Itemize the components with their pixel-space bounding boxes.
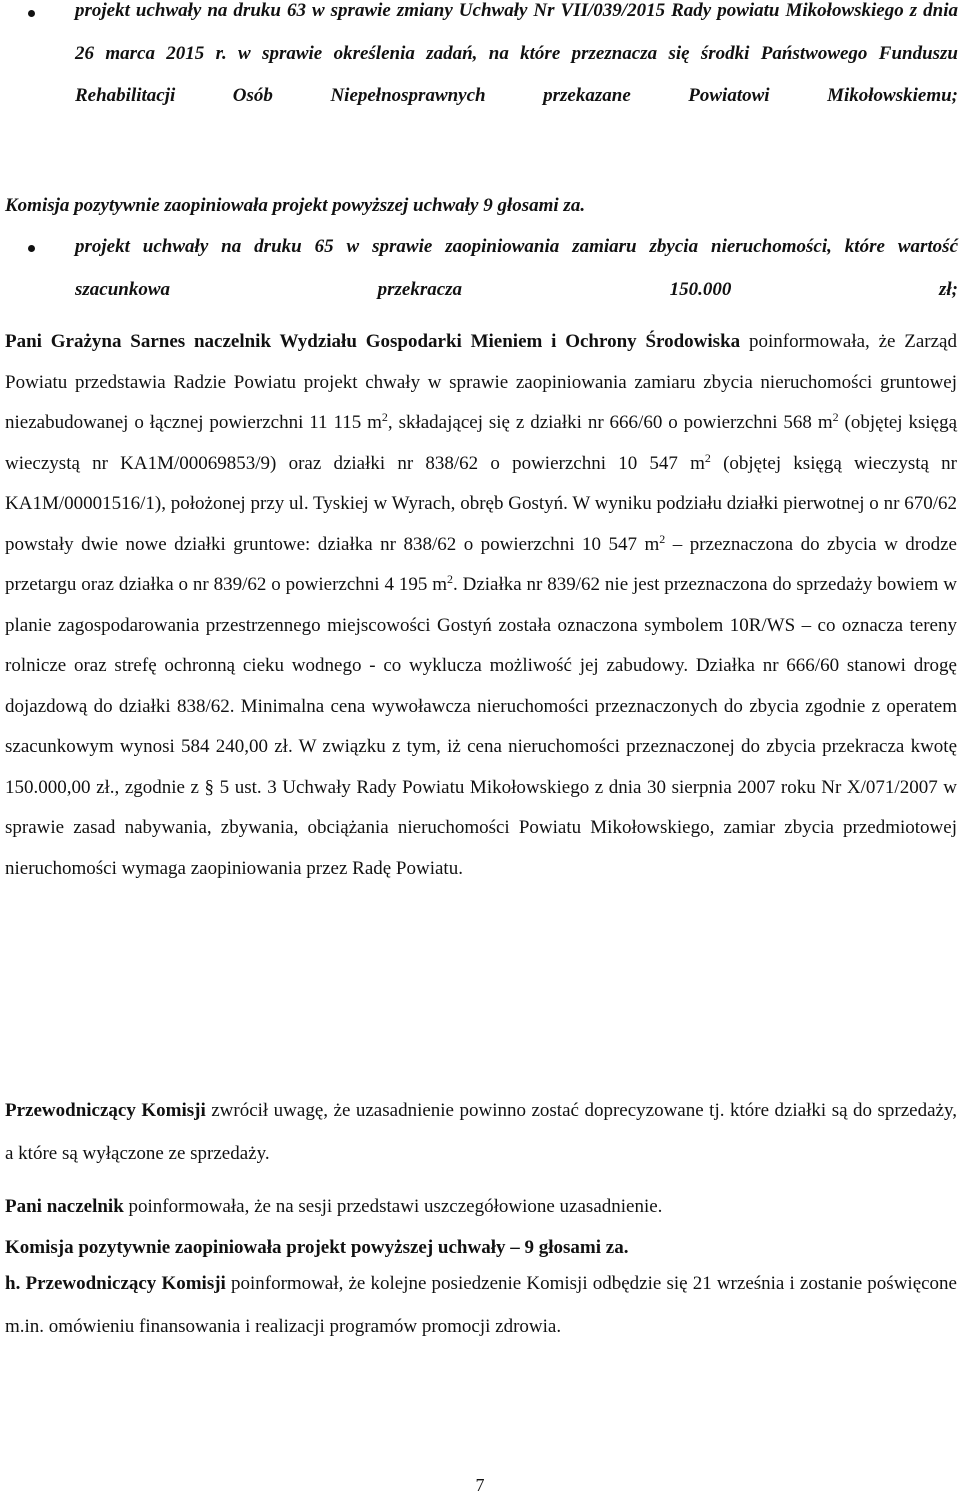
head-response	[5, 1193, 957, 1221]
page-number: 7	[475, 1475, 485, 1495]
paragraph-text: , składającej się z działki nr 666/60 o powierzchni 568 m	[387, 412, 833, 433]
bullet-dot	[28, 10, 35, 17]
speaker-name: Pani naczelnik	[5, 1196, 124, 1217]
committee-opinion-2: Komisja pozytywnie zaopiniowała projekt powyższej uchwały – 9 głosami za.	[5, 1237, 629, 1258]
paragraph-text: . Działka nr 839/62 nie jest przeznaczona do sprzedaży bowiem w planie zagospodarowania przestrzennego miejscowości Gostyń została oznaczona symbolem 10R/WS – co oznacza tereny rolnicze oraz strefę ochronną cieku wodnego - co wyklucza możliwość jej zabudowy. Działka nr 666/60 stanowi drogę dojazdową do działki 838/62. Minimalna cena wywoławcza nieruchomości przeznaczonych do zbycia zgodnie z operatem szacunkowym wynosi 584 240,00 zł. W związku z tym, iż cena nieruchomości przeznaczonej do zbycia przekracza kwotę 150.000,00 zł., zgodnie z § 5 ust. 3 Uchwały Rady Powiatu Mikołowskiego z dnia 30 sierpnia 2007 roku Nr X/071/2007 w sprawie zasad nabywania, zbywania, obciążania nieruchomości Powiatu Mikołowskiego, zamiar zbycia przedmiotowej nieruchomości wymaga zaopiniowania przez Radę Powiatu.	[5, 574, 958, 879]
paragraph-text: zwrócił uwagę, że uzasadnienie powinno zostać doprecyzowane tj. które działki są do sprzedaży, a które są wyłączone ze sprzedaży.	[5, 1100, 957, 1164]
paragraph-text: poinformował, że kolejne posiedzenie Komisji odbędzie się 21 września i zostanie poświęcone m.in. omówieniu finansowania i realizacji programów promocji zdrowia.	[5, 1273, 957, 1337]
speaker-name: Przewodniczący Komisji	[5, 1100, 206, 1121]
paragraph-text: (objętej księgą wieczystą nr KA1M/00001516/1), położonej przy ul. Tyskiej w Wyrach, obręb Gostyń. W wyniku podziału działki pierwotnej o nr 670/62 powstały dwie nowe działki gruntowe: działka nr 838/62 o powierzchni 10 547 m	[5, 452, 957, 555]
superscript: 2	[704, 450, 711, 465]
agenda-item-1: projekt uchwały na druku 63 w sprawie zmiany Uchwały Nr VII/039/2015 Rady powiatu Mikołowskiego z dnia 26 marca 2015 r. w sprawie określenia zadań, na które przeznacza się środki Państwowego Funduszu Rehabilitacji Osób Niepełnosprawnych przekazane Powiatowi Mikołowskiemu;	[75, 0, 958, 107]
report-paragraph	[5, 322, 957, 889]
paragraph-text: (objętej księgą wieczystą nr KA1M/00069853/9) oraz działki nr 838/62 o powierzchni 10 547 m	[5, 412, 957, 474]
superscript: 2	[832, 410, 839, 424]
chairman-remark	[5, 1090, 957, 1176]
agenda-point-h	[5, 1263, 957, 1349]
paragraph-text: poinformowała, że Zarząd Powiatu przedstawia Radzie Powiatu projekt chwały w sprawie zaopiniowania zamiaru zbycia nieruchomości gruntowej niezabudowanej o łącznej powierzchni 11 115 m	[5, 331, 957, 433]
superscript: 2	[659, 531, 666, 546]
committee-opinion-1: Komisja pozytywnie zaopiniowała projekt powyższej uchwały 9 głosami za.	[5, 195, 586, 216]
bullet-dot	[28, 245, 35, 252]
speaker-name: Przewodniczący Komisji	[25, 1273, 226, 1294]
paragraph-text: poinformowała, że na sesji przedstawi uszczegółowione uzasadnienie.	[123, 1196, 663, 1217]
agenda-item-2: projekt uchwały na druku 65 w sprawie zaopiniowania zamiaru zbycia nieruchomości, które wartość szacunkowa przekracza 150.000 zł;	[75, 236, 958, 300]
superscript: 2	[381, 410, 388, 424]
superscript: 2	[446, 572, 453, 586]
point-label: h.	[5, 1273, 21, 1294]
speaker-name: Pani Grażyna Sarnes naczelnik Wydziału Gospodarki Mieniem i Ochrony Środowiska	[5, 331, 741, 352]
paragraph-text: – przeznaczona do zbycia w drodze przetargu oraz działka o nr 839/62 o powierzchni 4 195 m	[5, 533, 957, 595]
